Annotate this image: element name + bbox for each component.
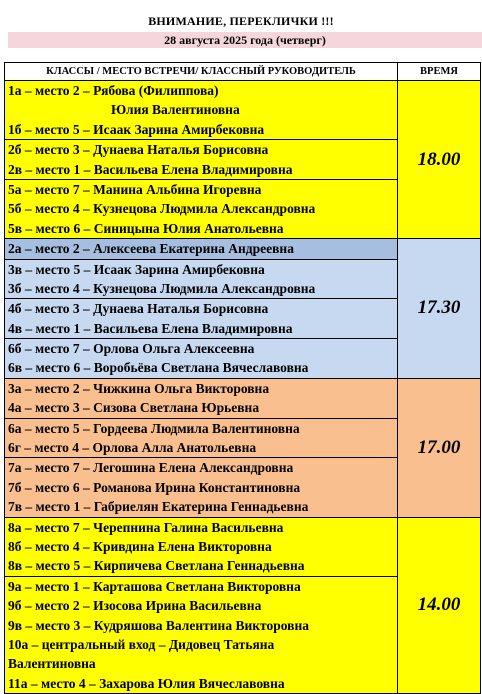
class-entry: 8а – место 7 – Черепнина Галина Васильевна <box>8 519 284 535</box>
class-entry: 6а – место 5 – Гордеева Людмила Валентиновна <box>8 420 300 436</box>
class-entry: 4в – место 1 – Васильева Елена Владимировна <box>8 320 293 336</box>
page-title: ВНИМАНИЕ, ПЕРЕКЛИЧКИ !!! <box>148 14 334 28</box>
class-entry: 6б – место 7 – Орлова Ольга Алексеевна <box>8 341 255 357</box>
class-entry: Юлия Валентиновна <box>111 102 240 118</box>
class-block <box>5 239 397 259</box>
class-list-cell <box>5 81 398 239</box>
time-cell: 14.00 <box>398 517 481 694</box>
class-entry: 3в – место 5 – Исаак Зарина Амирбековна <box>8 261 265 277</box>
class-block <box>5 339 397 378</box>
schedule-body <box>5 81 481 694</box>
class-entry: 5а – место 7 – Манина Альбина Игоревна <box>8 181 262 197</box>
class-entry: 2а – место 2 – Алексеева Екатерина Андреевна <box>5 239 397 258</box>
class-entry: 2в – место 1 – Васильева Елена Владимировна <box>8 161 293 177</box>
class-block <box>5 379 397 419</box>
class-list-cell <box>5 239 398 379</box>
class-block <box>5 140 397 180</box>
class-entry: 10а – центральный вход – Дидовец Татьяна <box>8 636 275 652</box>
class-entry: 7б – место 6 – Романова Ирина Константиновна <box>8 479 301 495</box>
table-header-row <box>5 63 481 81</box>
class-entry: 9б – место 2 – Изосова Ирина Васильевна <box>8 598 262 614</box>
class-entry: 8б – место 4 – Кривдина Елена Викторовна <box>8 538 272 554</box>
class-entry: 6г – место 4 – Орлова Алла Анатольевна <box>8 440 257 456</box>
class-entry: 9в – место 3 – Кудряшова Валентина Викторовна <box>8 617 309 633</box>
time-group-row <box>5 81 481 239</box>
class-entry: 5б – место 4 – Кузнецова Людмила Александровна <box>8 201 316 217</box>
time-group-row <box>5 239 481 379</box>
class-entry: 9а – место 1 – Карташова Светлана Викторовна <box>8 578 301 594</box>
date-banner: 28 августа 2025 года (четверг) <box>8 32 482 48</box>
class-entry: 1а – место 2 – Рябова (Филиппова) <box>8 83 219 98</box>
class-block <box>5 458 397 516</box>
class-entry: 3а – место 2 – Чижкина Ольга Викторовна <box>8 380 270 396</box>
class-entry: 7в – место 1 – Габриелян Екатерина Геннадьевна <box>8 499 309 515</box>
class-entry: 5в – место 6 – Синицына Юлия Анатольевна <box>8 220 284 236</box>
time-cell: 18.00 <box>398 81 481 239</box>
time-cell: 17.00 <box>398 378 481 517</box>
class-block <box>5 419 397 459</box>
class-list-cell <box>5 517 398 694</box>
class-entry: 7а – место 7 – Легошина Елена Александровна <box>8 460 294 476</box>
class-entry: 4б – место 3 – Дунаева Наталья Борисовна <box>8 301 269 317</box>
class-block <box>5 299 397 339</box>
class-entry: 6в – место 6 – Воробьёва Светлана Вячеславовна <box>8 360 309 376</box>
class-entry: 11а – место 4 – Захарова Юлия Вячеславовна <box>8 675 285 691</box>
class-entry: 2б – место 3 – Дунаева Наталья Борисовна <box>8 142 269 158</box>
class-entry: 8в – место 5 – Кирпичева Светлана Геннадьевна <box>8 558 305 574</box>
class-entry: 1б – место 5 – Исаак Зарина Амирбековна <box>8 121 265 137</box>
time-group-row <box>5 378 481 517</box>
column-header-time: ВРЕМЯ <box>398 63 481 81</box>
class-entry: Валентиновна <box>8 656 96 672</box>
schedule-table <box>4 62 481 694</box>
class-entry: 3б – место 4 – Кузнецова Людмила Александровна <box>8 280 316 296</box>
time-cell: 17.30 <box>398 239 481 379</box>
class-list-cell <box>5 378 398 517</box>
time-group-row <box>5 517 481 694</box>
class-entry: 4а – место 3 – Сизова Светлана Юрьевна <box>8 400 260 416</box>
class-block <box>5 81 397 140</box>
class-block <box>5 180 397 238</box>
class-block <box>5 577 397 693</box>
column-header-classes: КЛАССЫ / МЕСТО ВСТРЕЧИ/ КЛАССНЫЙ РУКОВОДИТЕЛЬ <box>5 63 398 81</box>
class-block <box>5 260 397 300</box>
class-block <box>5 518 397 577</box>
